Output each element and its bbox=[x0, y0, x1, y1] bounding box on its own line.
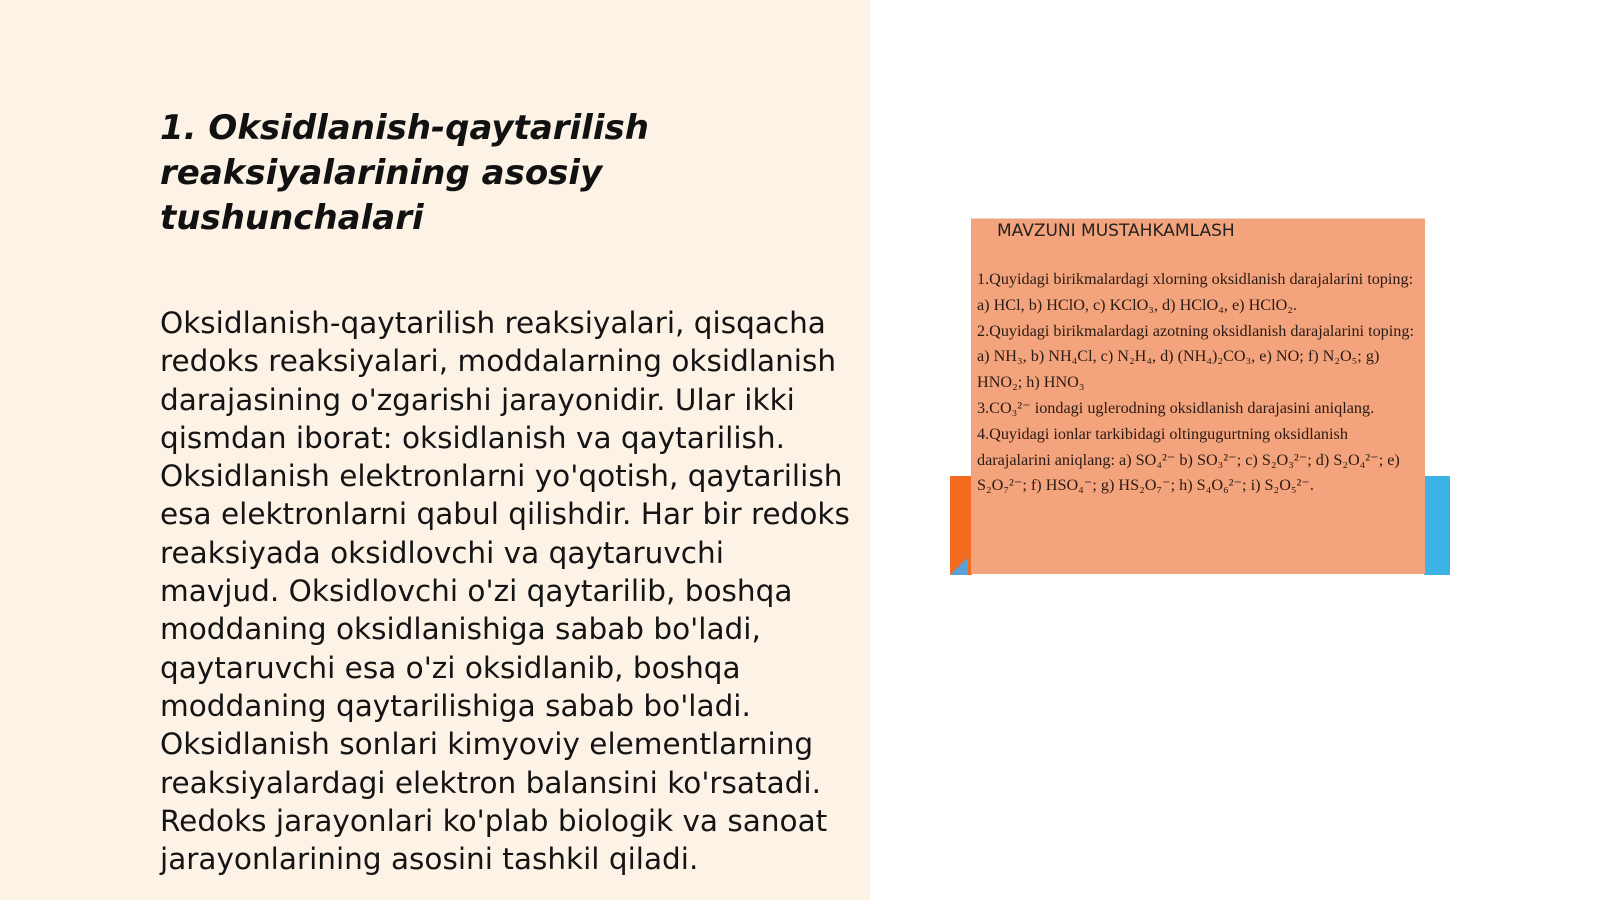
card-heading: MAVZUNI MUSTAHKAMLASH bbox=[997, 221, 1235, 241]
blue-accent-bar bbox=[1424, 476, 1450, 575]
slide-title: 1. Oksidlanish-qaytarilish reaksiyalarining asosiy tushunchalari bbox=[160, 108, 649, 238]
blue-corner-accent bbox=[950, 557, 968, 575]
exercise-item-4: 4.Quyidagi ionlar tarkibidagi oltingugurtning oksidlanish darajalarini aniqlang: a) SO₄²⁻ b) SO₃²⁻; c) S₂O₃²⁻; d) S₂O₄²⁻; e) S₂O₇²⁻; f) HSO₄⁻; g) HS₂O₇⁻; h) S₄O₆²⁻; i) S₂O₅²⁻. bbox=[977, 424, 1400, 495]
card-body bbox=[977, 267, 1419, 499]
exercise-item-3: 3.CO₃²⁻ iondagi uglerodning oksidlanish darajasini aniqlang. bbox=[977, 398, 1375, 417]
exercise-item-1: 1.Quyidagi birikmalardagi xlorning oksidlanish darajalarini toping: a) HCl, b) HClO, c) KClO₃, d) HClO₄, e) HClO₂. bbox=[977, 270, 1414, 314]
body-text: Oksidlanish-qaytarilish reaksiyalari, qisqacha redoks reaksiyalari, moddalarning oksidlanish darajasining o'zgarishi jarayonidir. Ular ikki qismdan iborat: oksidlanish va qaytarilish. Oksidlanish elektronlarni yo'qotish, qaytarilish esa elektronlarni qabul qilishdir. Har bir redoks reaksiyada oksidlovchi va qaytaruvchi mavjud. Oksidlovchi o'zi qaytarilib, boshqa moddaning oksidlanishiga sabab bo'ladi, qaytaruvchi esa o'zi oksidlanib, boshqa moddaning qaytarilishiga sabab bo'ladi. Oksidlanish sonlari kimyoviy elementlarning reaksiyalardagi elektron balansini ko'rsatadi. Redoks jarayonlari ko'plab biologik va sanoat jarayonlarining asosini tashkil qiladi. bbox=[160, 306, 850, 877]
exercise-card bbox=[971, 218, 1425, 574]
exercise-item-2: 2.Quyidagi birikmalardagi azotning oksidlanish darajalarini toping: a) NH₃, b) NH₄Cl, c) N₂H₄, d) (NH₄)₂CO₃, e) NO; f) N₂O₅; g) HNO₂; h) HNO₃ bbox=[977, 321, 1414, 392]
